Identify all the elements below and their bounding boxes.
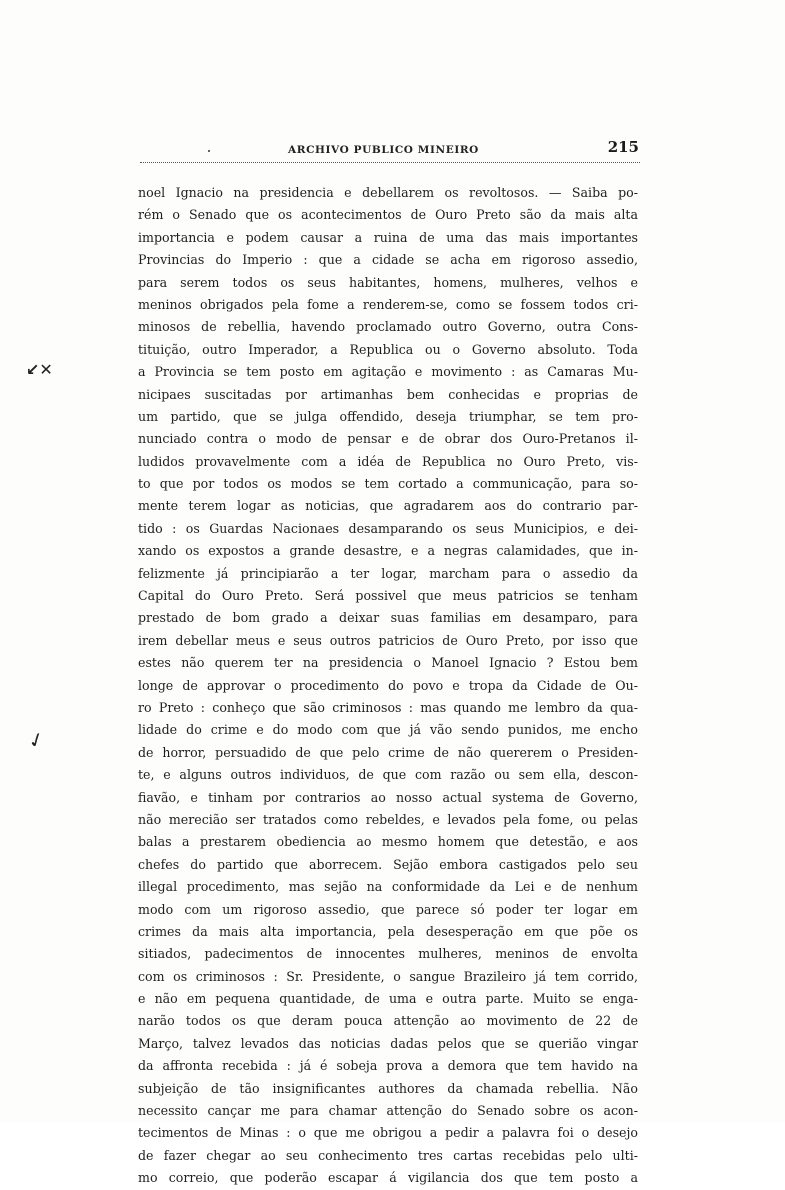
text-line: da affronta recebida : já é sobeja prova a demora que tem havido na [138, 1058, 638, 1074]
text-line: ludidos provavelmente com a idéa de Republica no Ouro Preto, vis- [138, 453, 638, 469]
running-head: ARCHIVO PUBLICO MINEIRO [288, 144, 479, 156]
text-line: narão todos os que deram pouca attenção ao movimento de 22 de [138, 1013, 638, 1029]
text-line: mo correio, que poderão escapar á vigilancia dos que tem posto a [138, 1170, 638, 1186]
text-line: estes não querem ter na presidencia o Manoel Ignacio ? Estou bem [138, 655, 638, 671]
text-line: crimes da mais alta importancia, pela desesperação em que põe os [138, 923, 638, 939]
margin-annotation-mark: ↙✕ [26, 360, 53, 379]
text-line: rém o Senado que os acontecimentos de Ouro Preto são da mais alta [138, 207, 638, 223]
text-line: subjeição de tão insignificantes authores da chamada rebellia. Não [138, 1080, 638, 1096]
text-line: to que por todos os modos se tem cortado a communicação, para so- [138, 476, 638, 492]
text-line: importancia e podem causar a ruina de uma das mais importantes [138, 229, 638, 245]
text-line: a Provincia se tem posto em agitação e movimento : as Camaras Mu- [138, 364, 638, 380]
page-number: 215 [607, 138, 639, 156]
text-line: com os criminosos : Sr. Presidente, o sangue Brazileiro já tem corrido, [138, 968, 638, 984]
text-line: ro Preto : conheço que são criminosos : mas quando me lembro da qua- [138, 699, 638, 715]
text-line: lidade do crime e do modo com que já vão sendo punidos, me encho [138, 722, 638, 738]
text-line: tecimentos de Minas : o que me obrigou a pedir a palavra foi o desejo [138, 1125, 638, 1141]
text-line: mente terem logar as noticias, que agradarem aos do contrario par- [138, 498, 638, 514]
text-line: prestado de bom grado a deixar suas familias em desamparo, para [138, 610, 638, 626]
text-line: meninos obrigados pela fome a renderem-se, como se fossem todos cri- [138, 296, 638, 312]
text-line: modo com um rigoroso assedio, que parece só poder ter logar em [138, 901, 638, 917]
text-line: nicipaes suscitadas por artimanhas bem conhecidas e proprias de [138, 386, 638, 402]
text-line: chefes do partido que aborrecem. Sejão embora castigados pelo seu [138, 856, 638, 872]
margin-check-mark: ✓ [24, 725, 49, 755]
text-line: não merecião ser tratados como rebeldes, e levados pela fome, ou pelas [138, 811, 638, 827]
header-rule [140, 162, 640, 163]
body-text [138, 182, 638, 1190]
text-line: longe de approvar o procedimento do povo e tropa da Cidade de Ou- [138, 677, 638, 693]
text-line: noel Ignacio na presidencia e debellarem os revoltosos. — Saiba po- [138, 185, 638, 200]
text-line: minosos de rebellia, havendo proclamado outro Governo, outra Cons- [138, 319, 638, 335]
text-line: tituição, outro Imperador, a Republica ou o Governo absoluto. Toda [138, 341, 638, 357]
text-line: nunciado contra o modo de pensar e de obrar dos Ouro-Pretanos il- [138, 431, 638, 447]
header-dot [208, 150, 210, 152]
text-line: Março, talvez levados das noticias dadas pelos que se querião vingar [138, 1035, 638, 1051]
text-line: te, e alguns outros individuos, de que com razão ou sem ella, descon- [138, 767, 638, 783]
text-line: para serem todos os seus habitantes, homens, mulheres, velhos e [138, 274, 638, 290]
text-line: tido : os Guardas Nacionaes desamparando os seus Municipios, e dei- [138, 520, 638, 536]
page-header [138, 138, 643, 168]
text-line: Provincias do Imperio : que a cidade se acha em rigoroso assedio, [138, 252, 638, 268]
text-line: necessito cançar me para chamar attenção do Senado sobre os acon- [138, 1103, 638, 1119]
text-line: e não em pequena quantidade, de uma e outra parte. Muito se enga- [138, 991, 638, 1007]
text-line: fiavão, e tinham por contrarios ao nosso actual systema de Governo, [138, 789, 638, 805]
text-line: illegal procedimento, mas sejão na conformidade da Lei e de nenhum [138, 879, 638, 895]
text-line: Capital do Ouro Preto. Será possivel que meus patricios se tenham [138, 588, 638, 604]
text-line: irem debellar meus e seus outros patricios de Ouro Preto, por isso que [138, 632, 638, 648]
text-line: balas a prestarem obediencia ao mesmo homem que detestão, e aos [138, 834, 638, 850]
text-line: de horror, persuadido de que pelo crime de não quererem o Presiden- [138, 744, 638, 760]
text-line: sitiados, padecimentos de innocentes mulheres, meninos de envolta [138, 946, 638, 962]
text-line: de fazer chegar ao seu conhecimento tres cartas recebidas pelo ulti- [138, 1147, 638, 1163]
text-line: um partido, que se julga offendido, deseja triumphar, se tem pro- [138, 408, 638, 424]
text-line: xando os expostos a grande desastre, e a negras calamidades, que in- [138, 543, 638, 559]
text-line: felizmente já principiarão a ter logar, marcham para o assedio da [138, 565, 638, 581]
